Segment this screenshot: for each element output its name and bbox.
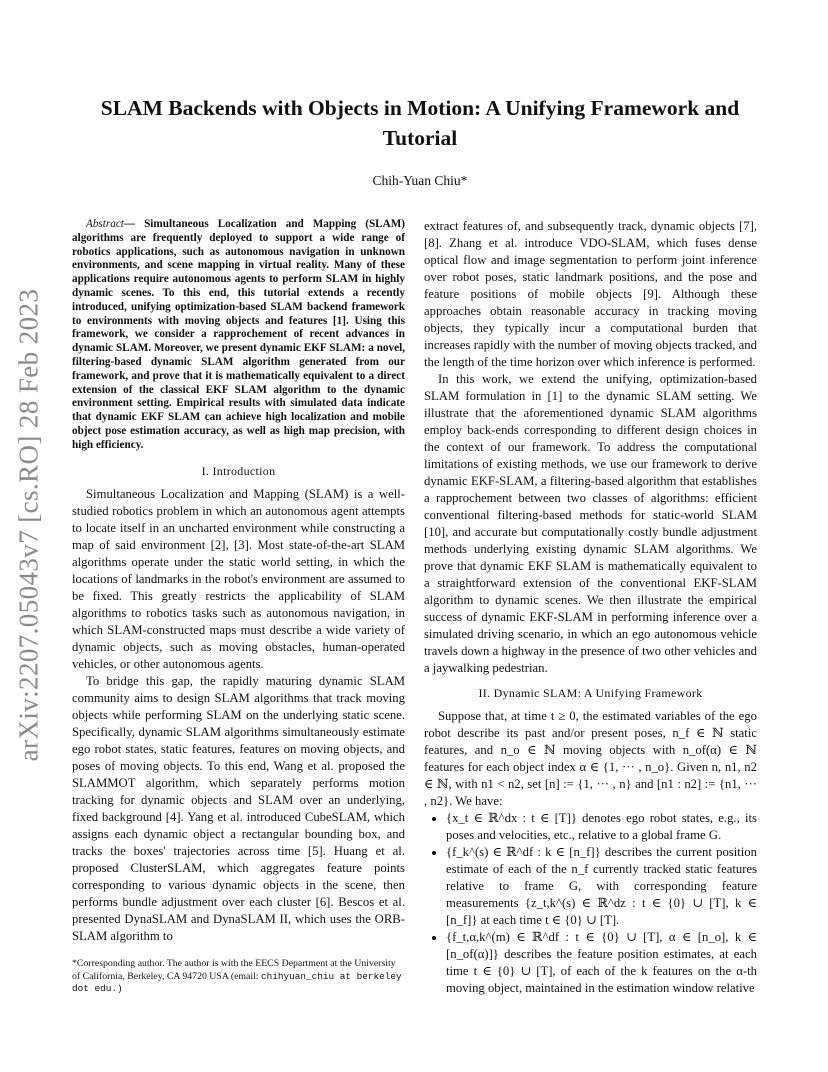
footnote	[72, 958, 405, 996]
footnote-email: chihyuan_chiu at berkeley dot edu.)	[72, 970, 402, 995]
section-heading-introduction: I. Introduction	[201, 463, 276, 478]
arxiv-sidebar-stamp	[14, 285, 44, 765]
intro-paragraph-3: In this work, we extend the unifying, optimization-based SLAM formulation in [1] to the dynamic SLAM setting. We illustrate that the aforementioned dynamic SLAM algorithms employ back-ends corresponding to different design choices in the context of our framework. To address the computational limitations of existing methods, we use our framework to derive dynamic EKF-SLAM, a filtering-based algorithm that establishes a rapprochement between two classes of algorithms: efficient conventional filtering-based methods for static-world SLAM [10], and accurate but computationally costly bundle adjustment methods underlying existing dynamic SLAM algorithms. We prove that dynamic EKF SLAM is mathematically equivalent to a straightforward extension of the conventional EKF-SLAM algorithm to dynamic scenes. We then illustrate the empirical success of dynamic EKF-SLAM in performing inference over a simulated driving scenario, in which an ego autonomous vehicle travels down a highway in the presence of two other vehicles and a jaywalking pedestrian.	[424, 372, 757, 675]
definitions-list	[424, 810, 757, 997]
intro-paragraph-2: To bridge this gap, the rapidly maturing dynamic SLAM community aims to design SLAM algorithms that track moving objects while performing SLAM on the underlying static scene. Specifically, dynamic SLAM algorithms simultaneously estimate ego robot states, static features, features on moving objects, and poses of moving objects. To this end, Wang et al. proposed the SLAMMOT algorithm, which separately performs motion tracking for dynamic objects and SLAM over an underlying, fixed background [4]. Yang et al. introduced CubeSLAM, which assigns each dynamic object a rectangular bounding box, and tracks the boxes' trajectories across time [5]. Huang et al. proposed ClusterSLAM, which aggregates feature points corresponding to various dynamic objects in the scene, then performs bundle adjustment over each cluster [6]. Bescos et al. presented DynaSLAM and DynaSLAM II, which uses the ORB-SLAM algorithm to	[72, 673, 405, 943]
section-heading-dynamic-slam: II. Dynamic SLAM: A Unifying Framework	[478, 686, 703, 700]
list-item: • {f_t,α,k^(m) ∈ ℝ^df : t ∈ {0} ∪ [T], α ∈ [n_o], k ∈ [n_of(α)]} describes the feature position estimates, at each time t ∈ {0} ∪ [T], of each of the k features on the α-th moving object, maintained in the estimation window relative	[446, 929, 757, 997]
left-column	[72, 218, 405, 945]
intro-paragraph-2-continued: extract features of, and subsequently track, dynamic objects [7], [8]. Zhang et al. introduce VDO-SLAM, which fuses dense optical flow and image segmentation to perform joint inference over robot poses, static landmark positions, and the pose and feature positions of mobile objects [9]. Although these approaches obtain reasonable accuracy in tracking moving objects, they typically incur a computational burden that increases rapidly with the number of moving objects tracked, and the length of the time horizon over which inference is performed.	[424, 219, 757, 369]
footnote-text: *Corresponding author. The author is with the EECS Department at the University of California, Berkeley, CA 94720 USA (email:	[72, 958, 396, 982]
paper-title: SLAM Backends with Objects in Motion: A Unifying Framework and Tutorial	[100, 96, 740, 150]
list-item: • {f_k^(s) ∈ ℝ^df : k ∈ [n_f]} describes the current position estimate of each of the n_f currently tracked static features relative to frame G, with corresponding feature measurements {z_t,k^(s) ∈ ℝ^dz : t ∈ {0} ∪ [T], k ∈ [n_f]} at each time t ∈ {0} ∪ [T].	[446, 844, 757, 929]
abstract-text: — Simultaneous Localization and Mapping (SLAM) algorithms are frequently deployed to support a wide range of robotics applications, such as autonomous navigation in unknown environments, and scene mapping in virtual reality. Many of these applications require autonomous agents to perform SLAM in highly dynamic scenes. To this end, this tutorial extends a recently introduced, unifying optimization-based SLAM backend framework to environments with moving objects and features [1]. Using this framework, we consider a rapprochement of recent advances in dynamic SLAM. Moreover, we present dynamic EKF SLAM: a novel, filtering-based dynamic SLAM algorithm generated from our framework, and prove that it is mathematically equivalent to a direct extension of the classical EKF SLAM algorithm to the dynamic environment setting. Empirical results with simulated data indicate that dynamic EKF SLAM can achieve high localization and mobile object pose estimation accuracy, as well as high map precision, with high efficiency.	[72, 218, 405, 451]
arxiv-identifier: arXiv:2207.05043v7 [cs.RO] 28 Feb 2023	[13, 288, 44, 762]
right-column	[424, 218, 757, 997]
abstract	[72, 218, 405, 453]
author-name: Chih-Yuan Chiu*	[372, 173, 468, 188]
section2-intro: Suppose that, at time t ≥ 0, the estimated variables of the ego robot describe its past and/or present poses, n_f ∈ ℕ static features, and n_o ∈ ℕ moving objects with n_of(α) ∈ ℕ features for each object index α ∈ {1, ··· , n_o}. Given n, n1, n2 ∈ ℕ, with n1 < n2, set [n] := {1, ··· , n} and [n1 : n2] := {n1, ··· , n2}. We have:	[424, 709, 757, 808]
abstract-label: Abstract	[86, 218, 124, 230]
list-item: • {x_t ∈ ℝ^dx : t ∈ [T]} denotes ego robot states, e.g., its poses and velocities, etc., relative to a global frame G.	[446, 810, 757, 844]
intro-paragraph-1: Simultaneous Localization and Mapping (SLAM) is a well-studied robotics problem in which an autonomous agent attempts to locate itself in an uncharted environment while constructing a map of said environment [2], [3]. Most state-of-the-art SLAM algorithms operate under the static world setting, in which the locations of landmarks in the robot's environment are assumed to be fixed. This greatly restricts the applicability of SLAM algorithms to robotics tasks such as autonomous navigation, in which SLAM-constructed maps must describe a wide variety of dynamic objects, such as moving obstacles, human-operated vehicles, or other autonomous agents.	[72, 486, 405, 671]
